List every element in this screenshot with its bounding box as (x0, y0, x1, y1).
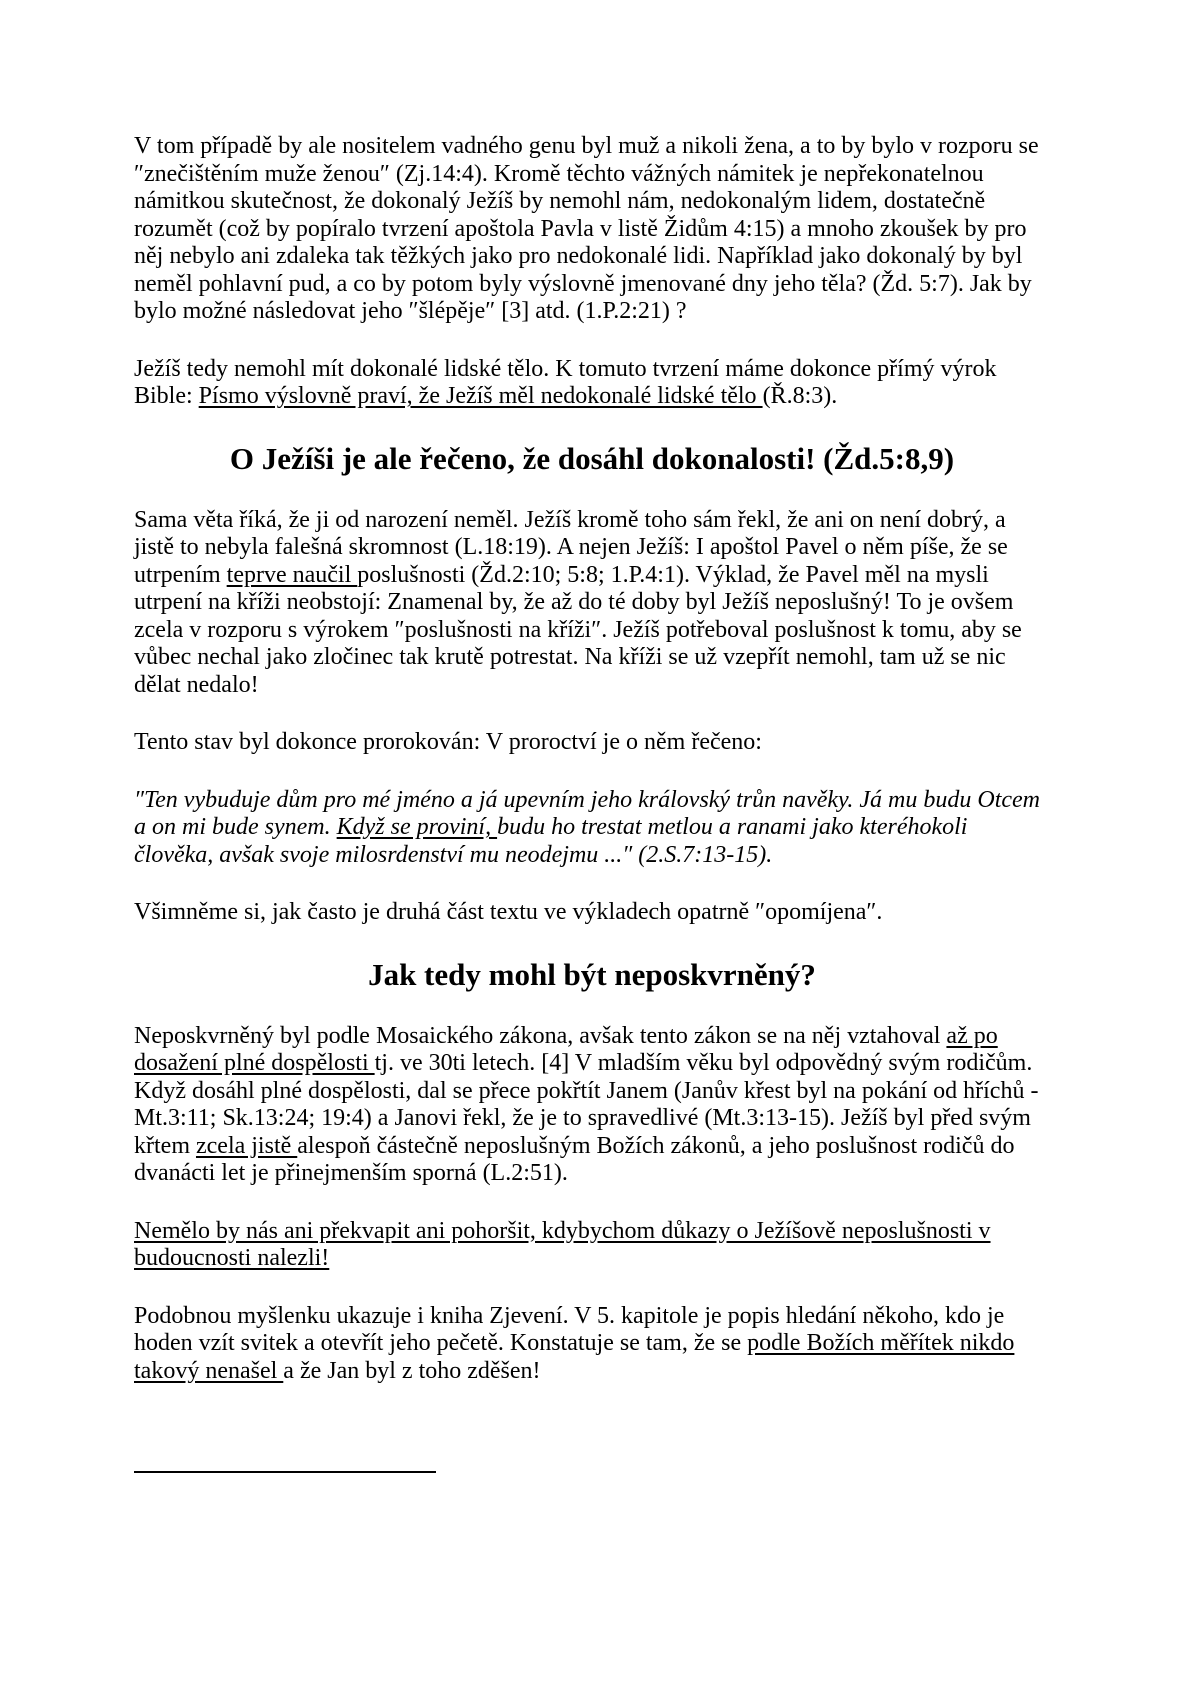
text-run: alespoň částečně neposlušným Božích zákonů, a jeho poslušnost rodičů do dvanácti let je přinejmenším sporná (L.2:51). (134, 1132, 1015, 1186)
text-run: O Ježíši je ale řečeno, že dosáhl dokonalosti! (Žd.5:8,9) (229, 440, 955, 476)
underlined-text-run: až po dosažení plné dospělosti (134, 1022, 998, 1076)
underlined-text-run: podle Božích měřítek nikdo takový nenašel (134, 1330, 1015, 1384)
section-heading (134, 441, 1050, 477)
paragraph (134, 1303, 1050, 1386)
text-run: budu ho trestat metlou a ranami jako kteréhokoli člověka, avšak svoje milosrdenství mu neodejmu ...″ (2.S.7:13-15). (134, 814, 968, 868)
underlined-text-run: Když se proviní, (336, 814, 498, 840)
text-run: ″Ten vybuduje dům pro mé jméno a já upevním jeho královský trůn navěky. Já mu budu Otcem a on mi bude synem. (134, 786, 1040, 840)
underlined-text-run: zcela jistě (195, 1132, 298, 1159)
text-run: tj. ve 30ti letech. [4] V mladším věku byl odpovědný svým rodičům. Když dosáhl plné dospělosti, dal se přece pokřtít Janem (Janův křest byl na pokání od hříchů - Mt.3:11; Sk.13:24; 19:4) a Janovi řekl, že je to spravedlivé (Mt.3:13-15). Ježíš byl před svým křtem (134, 1050, 1039, 1159)
text-run: (Ř.8:3). (762, 383, 838, 409)
text-run: V tom případě by ale nositelem vadného genu byl muž a nikoli žena, a to by bylo v rozporu se ″znečištěním muže ženou″ (Zj.14:4). Kromě těchto vážných námitek je nepřekonatelnou námitkou skutečnost, že dokonalý Ježíš by nemohl nám, nedokonalým lidem, dostatečně rozumět (což by popíralo tvrzení apoštola Pavla v listě Židům 4:15) a mnoho zkoušek by pro něj nebylo ani zdaleka tak těžkých jako pro nedokonalé lidi. Například jako dokonalý by byl neměl pohlavní pud, a co by potom byly výslovně jmenované dny jeho těla? (Žd. 5:7). Jak by bylo možné následovat jeho ″šlépěje″ [3] atd. (1.P.2:21) ? (134, 133, 1039, 324)
section-heading (134, 957, 1050, 993)
paragraph (134, 356, 1050, 411)
text-run: poslušnosti (Žd.2:10; 5:8; 1.P.4:1). Výklad, že Pavel měl na mysli utrpení na kříži neobstojí: Znamenal by, že až do té doby byl Ježíš neposlušný! To je ovšem zcela v rozporu s výrokem ″poslušnosti na kříži″. Ježíš potřeboval poslušnost k tomu, aby se vůbec nechal jako zločinec tak krutě potrestat. Na kříži se už vzepřít nemohl, tam už se nic dělat nedalo! (134, 561, 1022, 698)
underlined-text-run: Nemělo by nás ani překvapit ani pohoršit, kdybychom důkazy o Ježíšově neposlušnosti v budoucnosti nalezli! (134, 1217, 991, 1271)
text-run: Jak tedy mohl být neposkvrněný? (368, 956, 816, 992)
paragraph (134, 787, 1050, 870)
paragraph (134, 899, 1050, 927)
text-run: Sama věta říká, že ji od narození neměl. Ježíš kromě toho sám řekl, že ani on není dobrý, a jistě to nebyla falešná skromnost (L.18:19). A nejen Ježíš: I apoštol Pavel o něm píše, že se utrpením (134, 506, 1008, 588)
document-body (134, 133, 1050, 1473)
paragraph (134, 507, 1050, 700)
paragraph (134, 729, 1050, 757)
paragraph (134, 1023, 1050, 1188)
underlined-text-run: teprve naučil (226, 561, 358, 588)
text-run: Podobnou myšlenku ukazuje i kniha Zjevení. V 5. kapitole je popis hledání někoho, kdo je hoden vzít svitek a otevřít jeho pečetě. Konstatuje se tam, že se (134, 1302, 1005, 1356)
paragraph (134, 1218, 1050, 1273)
text-run: a že Jan byl z toho zděšen! (283, 1357, 541, 1384)
text-run: Ježíš tedy nemohl mít dokonalé lidské tělo. K tomuto tvrzení máme dokonce přímý výrok Bible: (134, 355, 997, 409)
text-run: Tento stav byl dokonce prorokován: V proroctví je o něm řečeno: (134, 729, 762, 755)
footnote-separator (134, 1471, 436, 1473)
underlined-text-run: Písmo výslovně praví, že Ježíš měl nedokonalé lidské tělo (198, 383, 763, 409)
paragraph (134, 133, 1050, 326)
text-run: Všimněme si, jak často je druhá část textu ve výkladech opatrně ″opomíjena″. (134, 899, 883, 925)
text-run: Neposkvrněný byl podle Mosaického zákona, avšak tento zákon se na něj vztahoval (134, 1022, 947, 1049)
